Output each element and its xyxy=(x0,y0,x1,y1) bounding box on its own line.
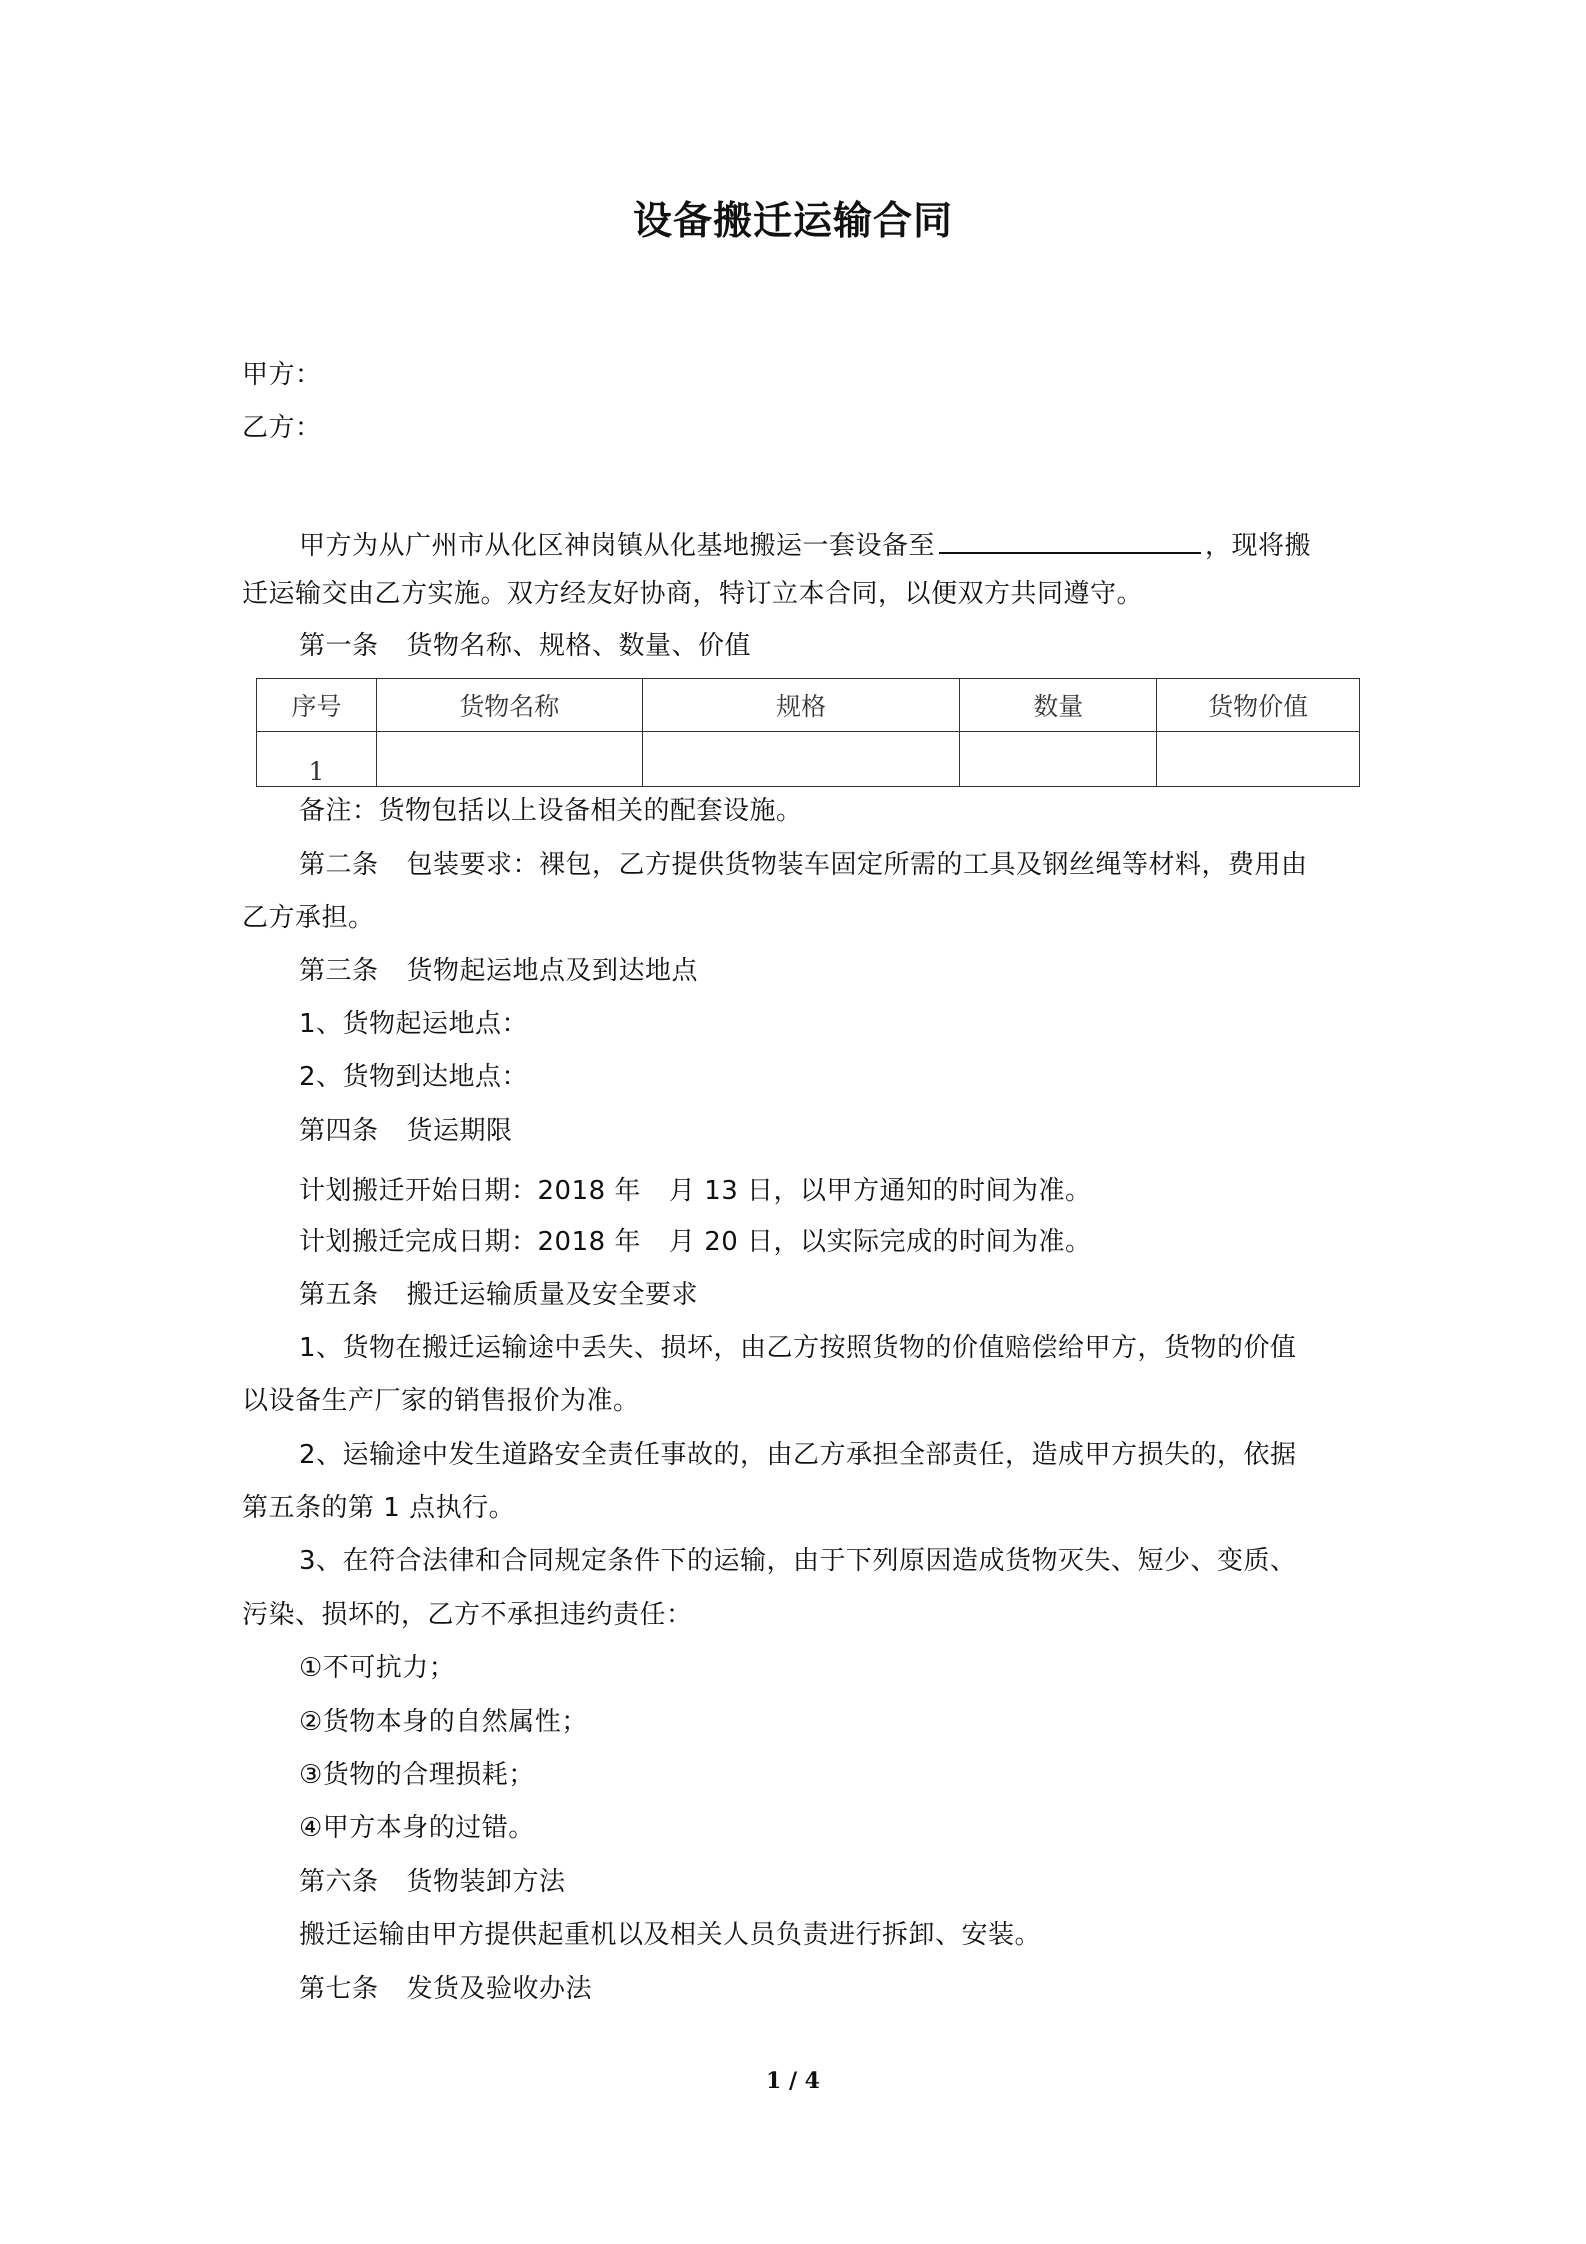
page-number: 1 / 4 xyxy=(766,2068,820,2094)
article-6-text: 搬迁运输由甲方提供起重机以及相关人员负责进行拆卸、安装。 xyxy=(299,1920,1042,1950)
intro-text-before-blank: 甲方为从广州市从化区神岗镇从化基地搬运一套设备至 xyxy=(299,531,936,561)
destination-location-item: 2、货物到达地点： xyxy=(299,1062,529,1092)
article-6-title: 货物装卸方法 xyxy=(406,1867,566,1897)
contract-title: 设备搬迁运输合同 xyxy=(632,199,953,244)
destination-blank xyxy=(939,522,1201,554)
article-5-p2-line-1: 2、运输途中发生道路安全责任事故的，由乙方承担全部责任，造成甲方损失的，依据 xyxy=(299,1440,1297,1470)
article-4-title: 货运期限 xyxy=(406,1116,513,1146)
planned-start-date xyxy=(299,1173,1092,1209)
header-quantity: 数量 xyxy=(960,679,1157,732)
planned-end-label: 计划搬迁完成日期：2018 年 xyxy=(299,1227,641,1257)
article-2-line-2: 乙方承担。 xyxy=(242,903,375,933)
article-7-number: 第七条 xyxy=(299,1974,379,2004)
article-5-heading xyxy=(299,1277,698,1313)
cell-spec xyxy=(642,732,960,787)
article-6-number: 第六条 xyxy=(299,1867,379,1897)
header-goods-name: 货物名称 xyxy=(376,679,642,732)
header-index: 序号 xyxy=(257,679,377,732)
intro-paragraph-line-1 xyxy=(299,522,1311,564)
article-7-title: 发货及验收办法 xyxy=(406,1974,593,2004)
article-1-number: 第一条 xyxy=(299,631,379,661)
intro-paragraph-line-2: 迁运输交由乙方实施。双方经友好协商，特订立本合同，以便双方共同遵守。 xyxy=(242,579,1144,609)
table-row xyxy=(257,732,1360,787)
exemption-reason-item: ④甲方本身的过错。 xyxy=(299,1813,535,1843)
article-2-line-1 xyxy=(299,847,1308,883)
article-2-number: 第二条 xyxy=(299,850,379,880)
origin-location-item: 1、货物起运地点： xyxy=(299,1009,529,1039)
goods-table xyxy=(256,678,1360,787)
header-goods-value: 货物价值 xyxy=(1157,679,1360,732)
cell-goods-name xyxy=(376,732,642,787)
article-3-title: 货物起运地点及到达地点 xyxy=(406,956,699,986)
article-3-number: 第三条 xyxy=(299,956,379,986)
article-5-p1-line-1: 1、货物在搬迁运输途中丢失、损坏，由乙方按照货物的价值赔偿给甲方，货物的价值 xyxy=(299,1333,1297,1363)
article-4-number: 第四条 xyxy=(299,1116,379,1146)
planned-end-rest: 月 20 日，以实际完成的时间为准。 xyxy=(668,1227,1092,1257)
party-a-label: 甲方： xyxy=(242,360,322,390)
intro-text-after-blank: ，现将搬 xyxy=(1205,531,1312,561)
article-3-heading xyxy=(299,953,698,989)
cell-index: 1 xyxy=(257,732,377,787)
header-spec: 规格 xyxy=(642,679,960,732)
table-note: 备注：货物包括以上设备相关的配套设施。 xyxy=(299,796,803,826)
article-5-p2-line-2: 第五条的第 1 点执行。 xyxy=(242,1493,516,1523)
article-6-heading xyxy=(299,1864,566,1900)
article-5-title: 搬迁运输质量及安全要求 xyxy=(406,1280,699,1310)
goods-table-header-row xyxy=(257,679,1360,732)
article-7-heading xyxy=(299,1971,592,2007)
planned-end-date xyxy=(299,1224,1092,1260)
cell-quantity xyxy=(960,732,1157,787)
article-1-heading xyxy=(299,628,751,664)
article-5-p3-line-1: 3、在符合法律和合同规定条件下的运输，由于下列原因造成货物灭失、短少、变质、 xyxy=(299,1546,1297,1576)
article-2-text: 包装要求：裸包，乙方提供货物装车固定所需的工具及钢丝绳等材料，费用由 xyxy=(406,850,1308,880)
article-1-title: 货物名称、规格、数量、价值 xyxy=(406,631,752,661)
exemption-reason-item: ③货物的合理损耗； xyxy=(299,1760,535,1790)
article-4-heading xyxy=(299,1113,513,1149)
planned-start-rest: 月 13 日，以甲方通知的时间为准。 xyxy=(668,1176,1092,1206)
article-5-p1-line-2: 以设备生产厂家的销售报价为准。 xyxy=(242,1386,640,1416)
party-b-label: 乙方： xyxy=(242,413,322,443)
exemption-reason-item: ①不可抗力； xyxy=(299,1653,456,1683)
article-5-p3-line-2: 污染、损坏的，乙方不承担违约责任： xyxy=(242,1600,693,1630)
planned-start-label: 计划搬迁开始日期：2018 年 xyxy=(299,1176,641,1206)
article-5-number: 第五条 xyxy=(299,1280,379,1310)
cell-goods-value xyxy=(1157,732,1360,787)
exemption-reason-item: ②货物本身的自然属性； xyxy=(299,1707,588,1737)
